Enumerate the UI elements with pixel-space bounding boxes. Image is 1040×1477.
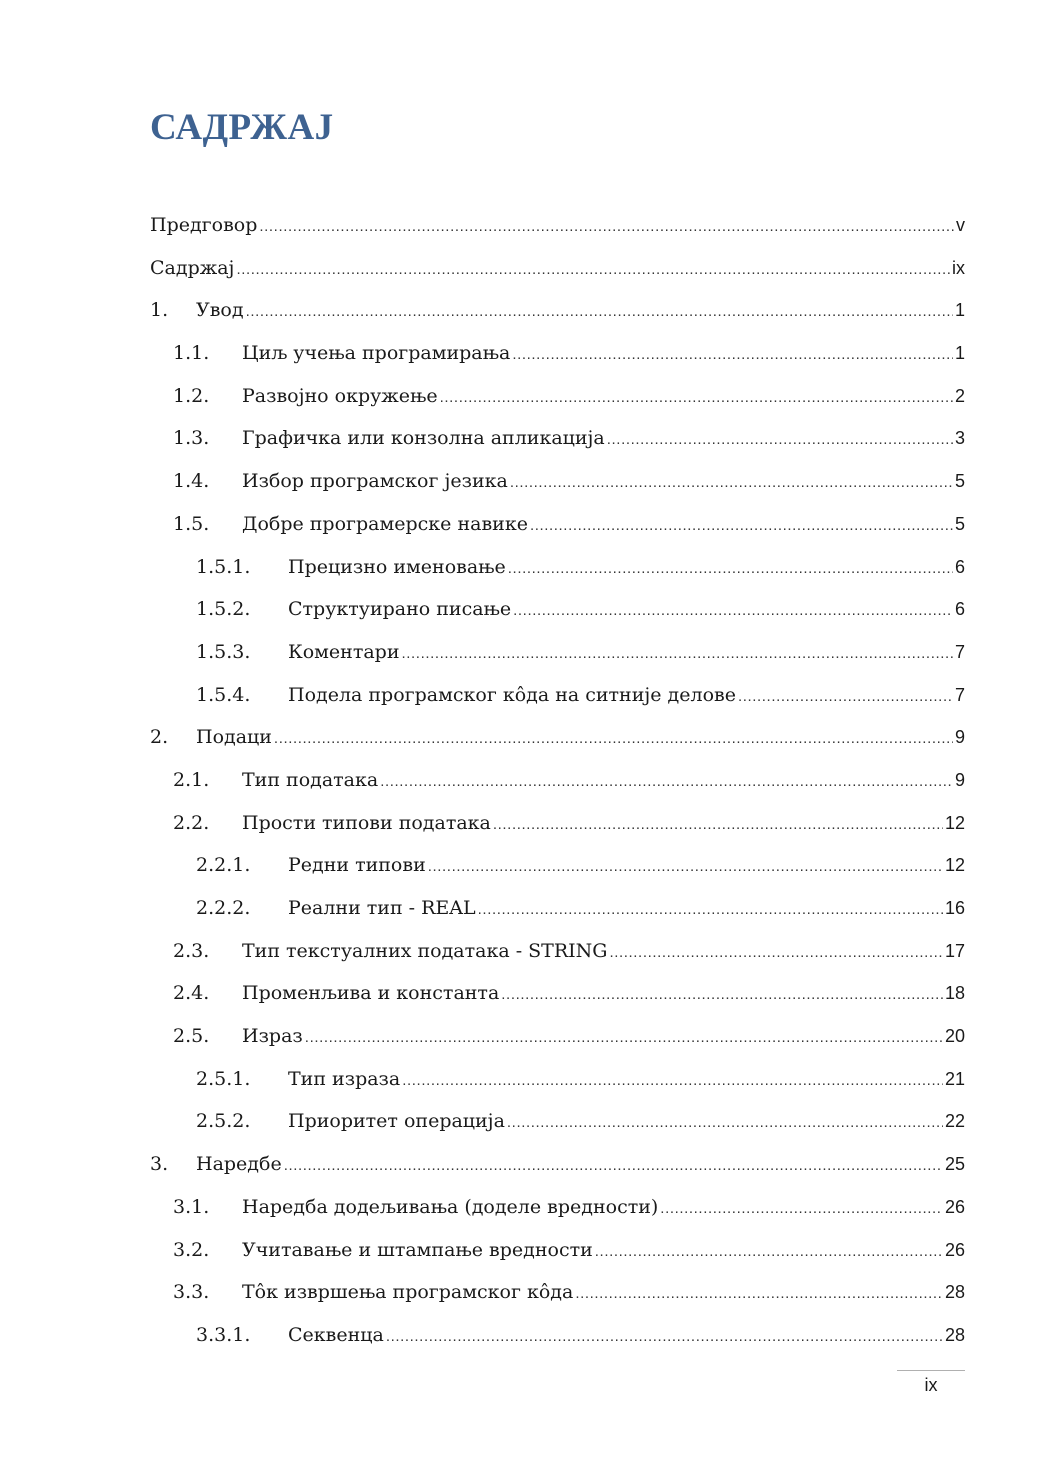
toc-entry-number: 3.3.1.	[196, 1323, 251, 1346]
footer-divider	[897, 1370, 965, 1371]
toc-entry-title[interactable]: Реални тип - REAL	[288, 897, 476, 919]
toc-dot-leader	[595, 1231, 943, 1273]
toc-dot-leader	[738, 676, 953, 718]
toc-entry-number: 2.5.	[173, 1025, 210, 1048]
toc-entry-number: 1.4.	[173, 470, 210, 493]
toc-entry-page[interactable]: 22	[944, 1111, 965, 1132]
toc-dot-leader	[259, 206, 954, 248]
toc-entry-page[interactable]: 16	[944, 898, 965, 918]
toc-entry[interactable]	[150, 631, 965, 674]
toc-entry-number: 1.	[150, 299, 169, 322]
toc-dot-leader	[508, 548, 953, 590]
toc-dot-leader	[380, 761, 953, 803]
toc-dot-leader	[510, 462, 953, 504]
toc-entry-number: 3.2.	[173, 1238, 210, 1261]
toc-entry-page[interactable]: v	[956, 215, 965, 235]
toc-entry-number: 1.2.	[173, 384, 210, 407]
toc-entry-page[interactable]: 28	[944, 1282, 965, 1303]
toc-dot-leader	[609, 932, 943, 974]
toc-entry[interactable]	[150, 674, 965, 717]
toc-dot-leader	[386, 1316, 943, 1358]
toc-dot-leader	[575, 1273, 943, 1315]
toc-dot-leader	[501, 974, 943, 1016]
toc-entry[interactable]	[150, 1015, 965, 1058]
toc-entry-page[interactable]: 20	[944, 1026, 965, 1047]
toc-entry[interactable]	[150, 417, 965, 460]
toc-entry-page[interactable]: 2	[954, 385, 965, 406]
toc-dot-leader	[530, 505, 953, 547]
toc-entry-page[interactable]: 28	[944, 1324, 965, 1345]
toc-entry[interactable]	[150, 375, 965, 418]
toc-entry-title[interactable]: Графичка или конзолна апликација	[242, 427, 605, 450]
toc-entry-page[interactable]: 3	[954, 428, 965, 449]
toc-entry-title[interactable]: Променљива и константа	[242, 982, 500, 1005]
toc-entry-number: 1.5.	[173, 512, 210, 535]
toc-entry[interactable]	[150, 289, 965, 332]
toc-entry-title[interactable]: Израз	[242, 1025, 303, 1048]
toc-entry-title[interactable]: Коментари	[288, 640, 400, 663]
toc-entry-page[interactable]: 7	[954, 641, 965, 662]
toc-entry-title[interactable]: Тип израза	[288, 1067, 401, 1090]
toc-entry-title[interactable]: Садржај	[150, 256, 235, 279]
toc-entry[interactable]	[150, 972, 965, 1015]
toc-entry-page[interactable]: 1	[954, 343, 965, 364]
toc-entry-title[interactable]: Увод	[196, 299, 244, 322]
toc-entry-page[interactable]: 6	[954, 556, 965, 577]
toc-entry[interactable]	[150, 503, 965, 546]
toc-entry[interactable]	[150, 716, 965, 759]
toc-entry-number: 2.	[150, 726, 169, 749]
toc-dot-leader	[478, 889, 943, 931]
toc-dot-leader	[440, 377, 953, 419]
toc-entry-title[interactable]: Тип текстуалних података - STRING	[242, 939, 608, 962]
toc-entry-page[interactable]: 12	[944, 855, 965, 876]
toc-entry[interactable]	[150, 1314, 965, 1357]
footer-page-number: ix	[924, 1375, 938, 1395]
toc-entry-page[interactable]: 21	[944, 1068, 965, 1089]
toc-entry-page[interactable]: 26	[944, 1239, 965, 1260]
toc-entry[interactable]	[150, 1058, 965, 1101]
toc-entry-number: 3.3.	[173, 1281, 210, 1304]
toc-entry-number: 2.4.	[173, 982, 210, 1005]
toc-entry-number: 1.5.4.	[196, 683, 251, 706]
table-of-contents	[150, 204, 965, 1357]
toc-entry-page[interactable]: 9	[954, 769, 965, 790]
toc-entry-number: 3.	[150, 1153, 169, 1176]
toc-entry-number: 1.5.3.	[196, 640, 251, 663]
toc-dot-leader	[236, 249, 950, 291]
toc-entry-title[interactable]: Секвенца	[288, 1323, 384, 1346]
toc-entry[interactable]	[150, 204, 965, 247]
toc-dot-leader	[428, 846, 943, 888]
toc-entry-number: 2.3.	[173, 939, 210, 962]
toc-entry-number: 2.2.	[173, 811, 210, 834]
toc-entry-page[interactable]: ix	[952, 257, 965, 278]
toc-dot-leader	[402, 633, 953, 675]
toc-entry[interactable]	[150, 1271, 965, 1314]
toc-entry-title[interactable]: Тип података	[242, 768, 379, 791]
toc-entry-number: 2.5.1.	[196, 1067, 251, 1090]
toc-entry[interactable]	[150, 460, 965, 503]
toc-entry[interactable]	[150, 332, 965, 375]
toc-entry-title[interactable]: Структуирано писање	[288, 598, 512, 621]
page-title: САДРЖАЈ	[150, 107, 334, 148]
toc-dot-leader	[607, 419, 953, 461]
toc-entry-page[interactable]: 12	[944, 812, 965, 833]
toc-dot-leader	[512, 334, 953, 376]
toc-entry[interactable]	[150, 1143, 965, 1186]
toc-entry-title[interactable]: Редни типови	[288, 854, 426, 877]
toc-entry[interactable]	[150, 1100, 965, 1143]
toc-dot-leader	[402, 1060, 943, 1102]
toc-entry-title[interactable]: Прости типови података	[242, 811, 491, 834]
toc-dot-leader	[246, 291, 953, 333]
toc-entry-title[interactable]: Наредба додељивања (доделе вредности)	[242, 1195, 659, 1218]
toc-entry-page[interactable]: 5	[954, 513, 965, 534]
toc-entry[interactable]	[150, 887, 965, 930]
toc-dot-leader	[274, 718, 953, 760]
toc-entry-title[interactable]: Наредбе	[196, 1153, 282, 1176]
toc-entry-title[interactable]: Предговор	[150, 214, 258, 236]
toc-entry-title[interactable]: Развојно окружење	[242, 384, 438, 407]
toc-entry-page[interactable]: 26	[944, 1196, 965, 1217]
toc-entry-page[interactable]: 25	[944, 1154, 965, 1175]
toc-entry-title[interactable]: Подела програмског кôда на ситније делове	[288, 683, 736, 706]
toc-entry-number: 2.1.	[173, 768, 210, 791]
toc-entry-number: 3.1.	[173, 1195, 210, 1218]
toc-entry-page[interactable]: 5	[954, 471, 965, 492]
toc-entry-number: 1.3.	[173, 427, 210, 450]
toc-entry-title[interactable]: Тôк извршења програмског кôда	[242, 1281, 574, 1304]
toc-entry[interactable]	[150, 1229, 965, 1272]
toc-dot-leader	[493, 804, 943, 846]
toc-entry-title[interactable]: Избор програмског језика	[242, 470, 508, 493]
toc-entry-number: 1.1.	[173, 342, 210, 365]
toc-entry[interactable]	[150, 546, 965, 589]
toc-dot-leader	[284, 1145, 943, 1187]
toc-entry-title[interactable]: Добре програмерске навике	[242, 512, 528, 535]
toc-entry-number: 2.5.2.	[196, 1110, 251, 1133]
toc-entry-page[interactable]: 6	[954, 599, 965, 620]
toc-entry[interactable]	[150, 588, 965, 631]
toc-entry-title[interactable]: Приоритет операција	[288, 1110, 505, 1133]
toc-entry[interactable]	[150, 247, 965, 290]
toc-entry[interactable]	[150, 759, 965, 802]
toc-entry-page[interactable]: 7	[954, 684, 965, 705]
toc-entry-number: 2.2.1.	[196, 854, 251, 877]
toc-entry-page[interactable]: 1	[954, 300, 965, 321]
toc-entry-title[interactable]: Прецизно именовање	[288, 555, 506, 578]
toc-entry-page[interactable]: 18	[944, 983, 965, 1004]
toc-dot-leader	[660, 1188, 943, 1230]
toc-entry-page[interactable]: 17	[944, 940, 965, 961]
toc-entry[interactable]	[150, 1186, 965, 1229]
toc-dot-leader	[513, 590, 953, 632]
toc-entry[interactable]	[150, 802, 965, 845]
toc-dot-leader	[305, 1017, 943, 1059]
toc-entry-title[interactable]: Циљ учења програмирања	[242, 342, 511, 365]
toc-entry-number: 2.2.2.	[196, 897, 251, 919]
toc-entry-page[interactable]: 9	[954, 727, 965, 748]
toc-entry-number: 1.5.2.	[196, 598, 251, 621]
toc-dot-leader	[507, 1102, 943, 1144]
toc-entry-title[interactable]: Учитавање и штампање вредности	[242, 1238, 593, 1261]
toc-entry[interactable]	[150, 844, 965, 887]
toc-entry-title[interactable]: Подаци	[196, 726, 272, 749]
toc-entry[interactable]	[150, 930, 965, 973]
toc-entry-number: 1.5.1.	[196, 555, 251, 578]
